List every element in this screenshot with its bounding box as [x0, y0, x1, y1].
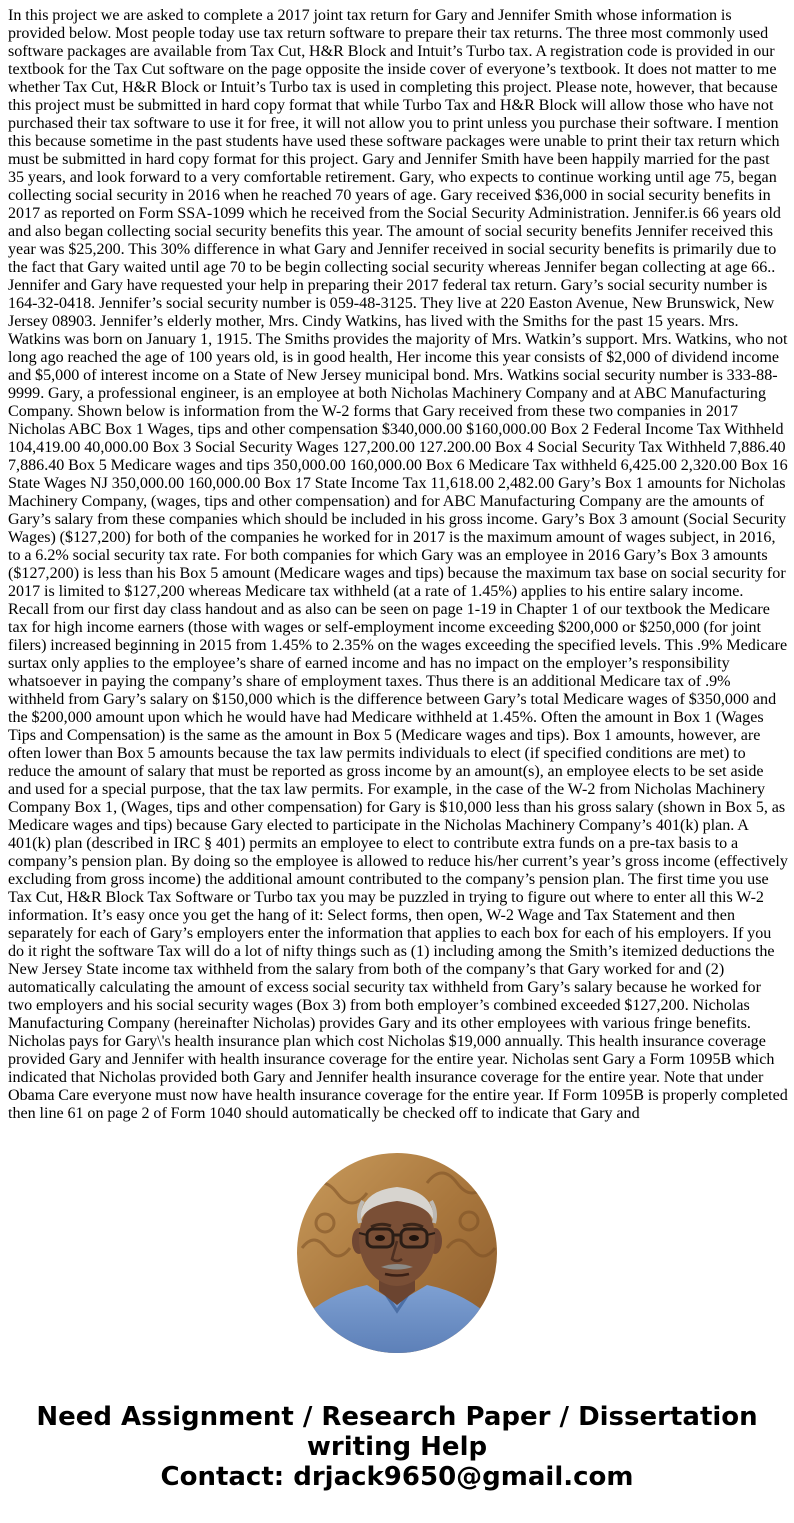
promo-line-2: writing Help — [306, 1432, 488, 1462]
person-photo-icon — [297, 1153, 497, 1353]
promo-contact: Contact: drjack9650@gmail.com — [160, 1462, 634, 1492]
article-body: In this project we are asked to complete a 2017 joint tax return for Gary and Jennifer Smith whose information is provided below. Most people today use tax return software to prepare their tax returns. The three most commonly used software packages are available from Tax Cut, H&R Block and Intuit’s Turbo tax. A registration code is provided in our textbook for the Tax Cut software on the page opposite the inside cover of everyone’s textbook. It does not matter to me whether Tax Cut, H&R Block or Intuit’s Turbo tax is used in completing this project. Please note, however, that because this project must be submitted in hard copy format that while Turbo Tax and H&R Block will allow those who have not purchased their tax software to use it for free, it will not allow you to print unless you purchase their software. I mention this because sometime in the past students have used these software packages were unable to print their tax return which must be submitted in hard copy format for this project. Gary and Jennifer Smith have been happily married for the past 35 years, and look forward to a very comfortable retirement. Gary, who expects to continue working until age 75, began collecting social security in 2016 when he reached 70 years of age. Gary received $36,000 in social security benefits in 2017 as reported on Form SSA-1099 which he received from the Social Security Administration. Jennifer.is 66 years old and also began collecting social security benefits this year. The amount of social security benefits Jennifer received this year was $25,200. This 30% difference in what Gary and Jennifer received in social security benefits is primarily due to the fact that Gary waited until age 70 to be begin collecting social security whereas Jennifer began collecting at age 66.. Jennifer and Gary have requested your help in preparing their 2017 federal tax return. Gary’s social security number is 164-32-0418. Jennifer’s social security number is 059-48-3125. They live at 220 Easton Avenue, New Brunswick, New Jersey 08903. Jennifer’s elderly mother, Mrs. Cindy Watkins, has lived with the Smiths for the past 15 years. Mrs. Watkins was born on January 1, 1915. The Smiths provides the majority of Mrs. Watkin’s support. Mrs. Watkins, who not long ago reached the age of 100 years old, is in good health, Her income this year consists of $2,000 of dividend income and $5,000 of interest income on a State of New Jersey municipal bond. Mrs. Watkins social security number is 333-88-9999. Gary, a professional engineer, is an employee at both Nicholas Machinery Company and at ABC Manufacturing Company. Shown below is information from the W-2 forms that Gary received from these two companies in 2017 Nicholas ABC Box 1 Wages, tips and other compensation $340,000.00 $160,000.00 Box 2 Federal Income Tax Withheld 104,419.00 40,000.00 Box 3 Social Security Wages 127,200.00 127.200.00 Box 4 Social Security Tax Withheld 7,886.40 7,886.40 Box 5 Medicare wages and tips 350,000.00 160,000.00 Box 6 Medicare Tax withheld 6,425.00 2,320.00 Box 16 State Wages NJ 350,000.00 160,000.00 Box 17 State Income Tax 11,618.00 2,482.00 Gary’s Box 1 amounts for Nicholas Machinery Company, (wages, tips and other compensation) and for ABC Manufacturing Company are the amounts of Gary’s salary from these companies which should be included in his gross income. Gary’s Box 3 amount (Social Security Wages) ($127,200) for both of the companies he worked for in 2017 is the maximum amount of wages subject, in 2016, to a 6.2% social security tax rate. For both companies for which Gary was an employee in 2016 Gary’s Box 3 amounts ($127,200) is less than his Box 5 amount (Medicare wages and tips) because the maximum tax base on social security for 2017 is limited to $127,200 whereas Medicare tax withheld (at a rate of 1.45%) applies to his entire salary income. Recall from our first day class handout and as also can be seen on page 1-19 in Chapter 1 of our textbook the Medicare tax for high income earners (those with wages or self-employment income exceeding $200,000 or $250,000 (for joint filers) increased beginning in 2015 from 1.45% to 2.35% on the wages exceeding the specified levels. This .9% Medicare surtax only applies to the employee’s share of earned income and has no impact on the employer’s responsibility whatsoever in paying the company’s share of employment taxes. Thus there is an additional Medicare tax of .9% withheld from Gary’s salary on $150,000 which is the difference between Gary’s total Medicare wages of $350,000 and the $200,000 amount upon which he would have had Medicare withheld at 1.45%. Often the amount in Box 1 (Wages Tips and Compensation) is the same as the amount in Box 5 (Medicare wages and tips). Box 1 amounts, however, are often lower than Box 5 amounts because the tax law permits individuals to elect (if specified conditions are met) to reduce the amount of salary that must be reported as gross income by an amount(s), an employee elects to be set aside and used for a special purpose, that the tax law permits. For example, in the case of the W-2 from Nicholas Machinery Company Box 1, (Wages, tips and other compensation) for Gary is $10,000 less than his gross salary (shown in Box 5, as Medicare wages and tips) because Gary elected to participate in the Nicholas Machinery Company’s 401(k) plan. A 401(k) plan (described in IRC § 401) permits an employee to elect to contribute extra funds on a pre-tax basis to a company’s pension plan. By doing so the employee is allowed to reduce his/her current’s year’s gross income (effectively excluding from gross income) the additional amount contributed to the company’s pension plan. The first time you use Tax Cut, H&R Block Tax Software or Turbo tax you may be puzzled in trying to figure out where to enter all this W-2 information. It’s easy once you get the hang of it: Select forms, then open, W-2 Wage and Tax Statement and then separately for each of Gary’s employers enter the information that applies to each box for each of his employers. If you do it right the software Tax will do a lot of nifty things such as (1) including among the Smith’s itemized deductions the New Jersey State income tax withheld from the salary from both of the company’s that Gary worked for and (2) automatically calculating the amount of excess social security tax withheld from Gary’s salary because he worked for two employers and his social security wages (Box 3) from both employer’s combined exceeded $127,200. Nicholas Manufacturing Company (hereinafter Nicholas) provides Gary and its other employees with various fringe benefits. Nicholas pays for Gary\'s health insurance plan which cost Nicholas $19,000 annually. This health insurance coverage provided Gary and Jennifer with health insurance coverage for the entire year. Nicholas sent Gary a Form 1095B which indicated that Nicholas provided both Gary and Jennifer health insurance coverage for the entire year. Note that under Obama Care everyone must now have health insurance coverage for the entire year. If Form 1095B is properly completed then line 61 on page 2 of Form 1040 should automatically be checked off to indicate that Gary and — [8, 7, 788, 1122]
promo-banner — [0, 1402, 794, 1492]
promo-line-1: Need Assignment / Research Paper / Dissertation — [36, 1402, 758, 1432]
author-avatar — [297, 1153, 497, 1353]
